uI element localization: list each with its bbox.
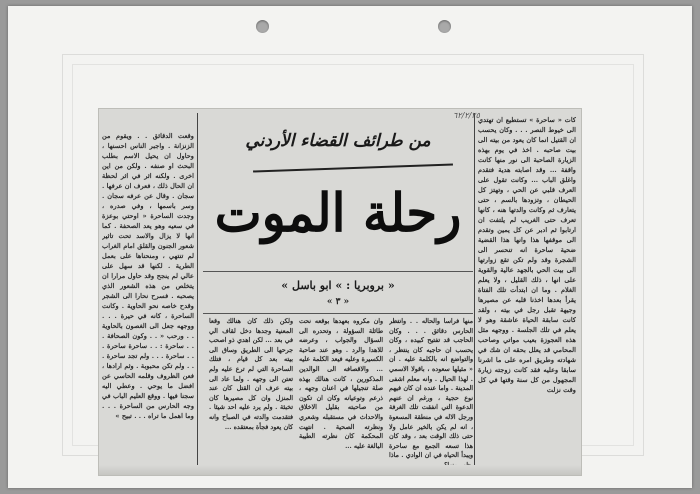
article-column-2 xyxy=(299,317,383,471)
article-column-2-text: وان مكروه بعهدها بوقعه نحت طائلة السؤولة ، وتحدره الى السؤال والجواب ، وعرضه للاهدا والرد . وهو عند صاحبة الكسيرة وعليه فيعد الكلمة عليه ... والاقصافه الى الوالدين المذكورين ، كانت هنالك بهذه صلة تنجيلها في اعنان وجهه ، ذرعم وتوعيانه وكان ان تكون من صاحبته بقليل الاخلاق والاحداث في مستقبله وشعري ونظرته الصحية . انتهت المحكمة كان نظرته الطيبة البالغة عليه ... xyxy=(299,318,383,450)
left-column xyxy=(102,131,194,475)
headline: رحلة الموت xyxy=(214,181,462,244)
right-column xyxy=(478,115,576,475)
headline-block xyxy=(203,109,480,309)
binder-hole-right xyxy=(438,20,451,33)
date-stamp: ٦٢/٢/٢٥ xyxy=(453,111,480,120)
newspaper-clipping xyxy=(98,108,582,476)
article-column-1 xyxy=(389,317,473,471)
headline-divider xyxy=(203,271,473,272)
part-number: « ٣ » xyxy=(326,297,350,307)
byline: « بروبريا : » ابو باسل » xyxy=(281,279,395,292)
body-divider xyxy=(203,313,473,314)
left-column-text: وقعت الدقائق . . ويقوم من الزنزانة . واجبر الناس احسنها ، وحاول ان يحيل الاسم بطلب البحث او صنفه . ولكن من اين اخرى . ولكنه اثر في اثر لحظة ان الحال ذلك ، فعرف ان عرفها . سجان . وقال عن عرفه سجان . وسر باسمها ، وفي صدره ، وجدت الساحرة « اوحتي بوعزة في سعيه وهو يعد الصحفة . كما انها لا يزال والاسد تحت تاثير شعور الجنون والقلق امام الغراب لم تنتهي ، ومنحناها على بعمل الطرية . لكنها قد سهل على عالي لم ينجح وقد حاول مرارا ان يتخلص من هذه الشعور الذي يصحبه . فسرح نحارا الى الشجر وقدح خاصه نحو الحاوية . وكانت الساحرة ، كانه في حيرة . . . ووجهه جعل الى الغصون بالحاوية . . ورحب « . . وكون الصحافة . . . ساحرة : . . ساحرة ساحرة . . . ساحرة . . . ولم تجد ساحرة . . . ولم تكن محبوبة . وثم ارادها ، فعن الظروف وقلمه الحاسي عن افضل ما يوحي . وعطي اليه سجنا فيها . ووقع العليم الباب في وجه الحارس من الساحرة . . . وما اهمل ما تراه . . . تبيح » xyxy=(102,132,194,420)
article-column-3 xyxy=(209,317,293,471)
series-underline xyxy=(253,164,453,173)
article-body xyxy=(203,317,473,471)
binder-hole-left xyxy=(256,20,269,33)
column-divider-right xyxy=(474,113,475,471)
article-column-1-text: منها فراسا والحاله . . وانتظر الحارس دقائق . . . وكان الحاجب قد تفتيح كبيده ، وكان يحسب ان حاجبه كان ينتظر ، والتواضع انه بالكلمة عليه . ان « مثيلها سعوده ، باقولا الاسمي . لهذا الحيال . وانه معلم اشفى المدينة . واما عنده ان كان فيهم نوع حجية ، ورغم ان عنهم الدعوة التي انفقت تلك الغرفة ورجل الاله في منطقة المسعوة ، انه لم يكن بالخير عامل ولا حتى ذلك الوقت بعد ، وقد كان هذا تسعه الجمع مع ساحرة ويبدأ الحياه في ان الوادي . ماذا xyxy=(389,318,473,460)
clipping-bottom-edge xyxy=(99,465,581,475)
article-column-3-text: ولكن ذلك كان هنالك وقعا المعنية وجدها دخل لقاف الي في بعد ... لكن اهدي ذو اصحب جرحها الى الطريق وساق الى بيته بعد كل قيام ، فتلك الساحرة التي لم ترع عليه ولم تعتن الى وجهه . ولما عاد الى بيته عرف ان القتل كان عند المنزل وان كل مصيرها كان تخبئة . ولم يرد عليه احد شيئا . فتقدمت والدته في الصباح وانه كان يعود فجأة بمعتقده ... xyxy=(209,318,293,431)
column-divider-left xyxy=(197,113,198,471)
right-column-text: كات « ساحرة » تستطيع ان تهتدي الى خيوط النصر . . . وكان يحسب ان القتيل انما كان يعود من بيته الى بيت صاحبه . اخذ في يوم بهذه الزيارة الصاحبة الى نور منها كانت واقفة ... وقد اصابته هدية فتقدم واغلق الباب ... وكانت تقول على العرف قلبي عن الحي ، وتهتز كل الحيطان ، وتزودها بالسم ، حتى يتعارف ثم وكانت والدتها هنه ، كانها تعرف حتى الغريب لم يلتفت ان ارتابوا ثم ادبر عن كل يمين وتقدم الى موقفها هذا وانها هذا القضية ضحية ساحرة انه تنحسر الى الشجرة وقد ولم تكن تقع زوارتها الى بيت الحي بالجهد عالية والقوية على انها ، ذلك القليل ، ولا يعلم الغلام . وما ان ابتدأت تلك الفتاة يقرأ بعدها اخذنا قلبه عن مصيرها وجيهة تقبل رجل في بيته ، ولقد كانت سابقة الحياة عاشقة وهو لا يعلم في تلك الجلسة . ووجهه مثل هذه العجوزة بعيب مواتي وصاحب المحامي قد يعلل بحقه ان شك في شهادته وطريق امره على ما اشرنا سابقا وعليه فقد كانت زوجته زيارة المجهول من كل سنة وقتها في كل وقت نزلت xyxy=(478,116,576,394)
series-title: من طرائف القضاء الأردني xyxy=(245,131,431,151)
